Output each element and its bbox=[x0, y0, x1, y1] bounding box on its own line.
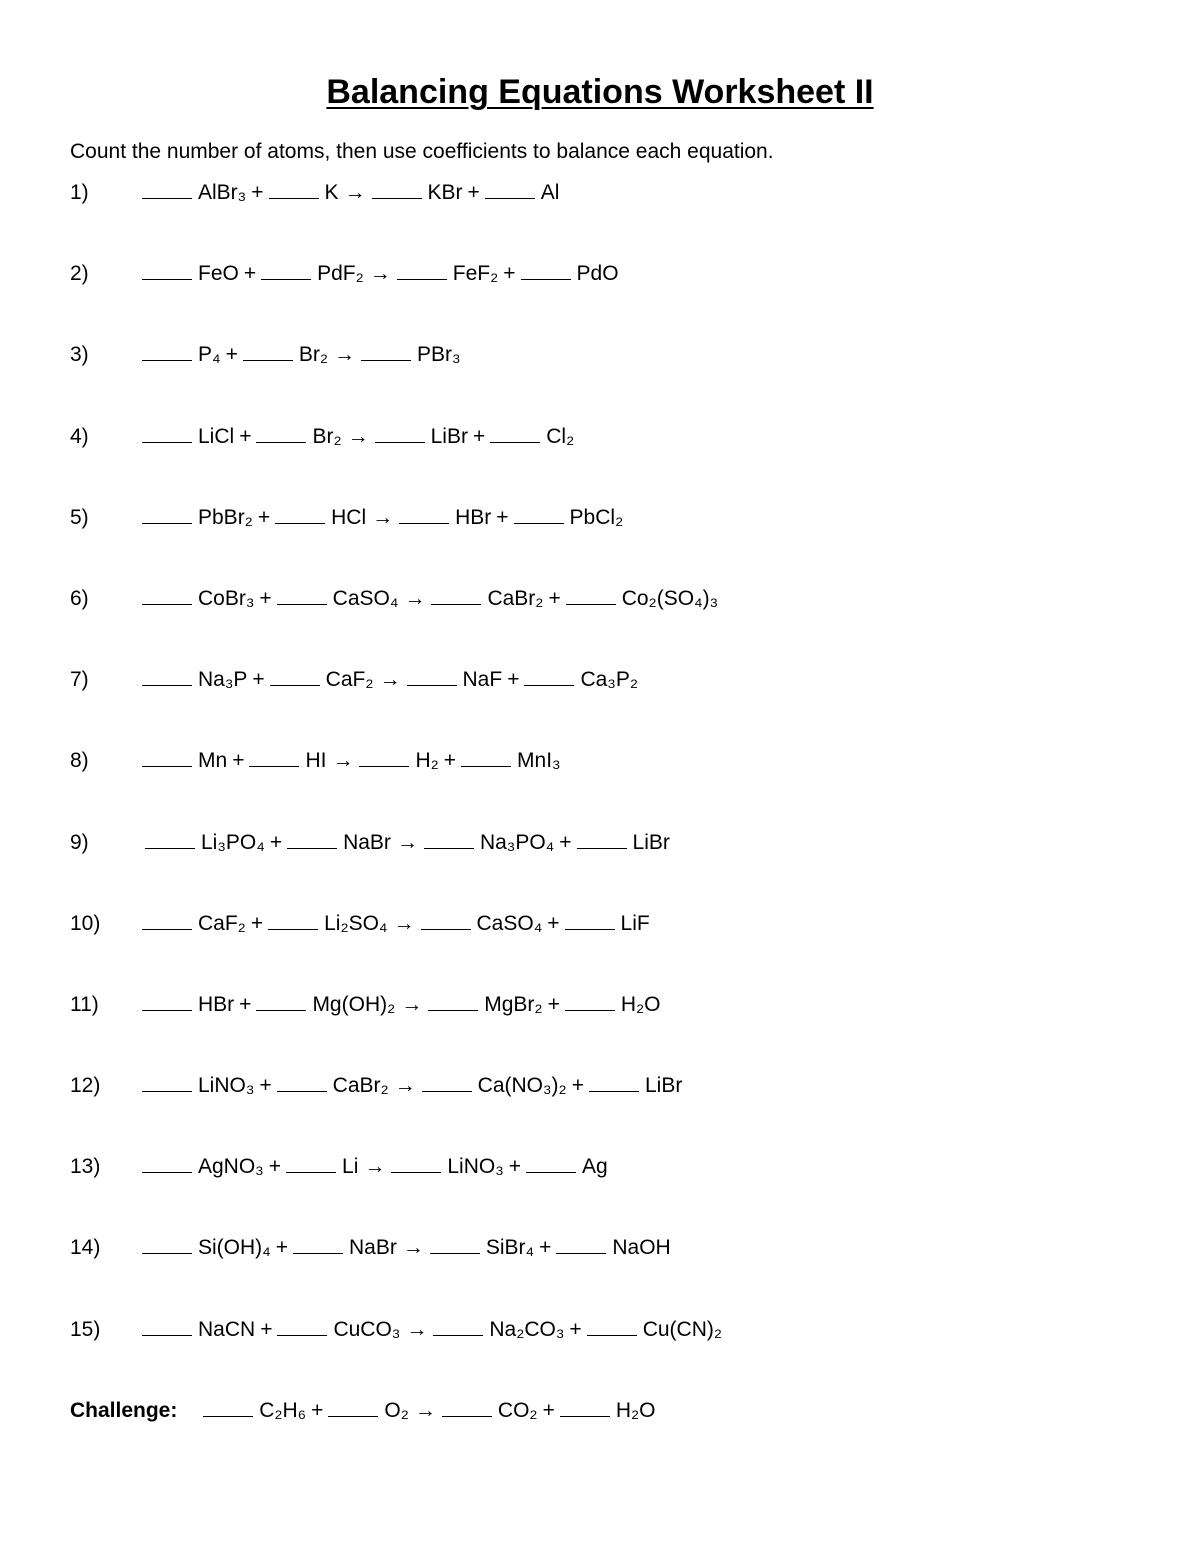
yield-arrow-icon: → bbox=[402, 1236, 424, 1260]
chemical-formula: NaF bbox=[462, 668, 503, 692]
chemical-formula: HCl bbox=[331, 505, 367, 529]
coefficient-blank[interactable] bbox=[142, 909, 192, 930]
coefficient-blank[interactable] bbox=[286, 1152, 336, 1173]
plus-sign: + bbox=[559, 830, 572, 854]
coefficient-blank[interactable] bbox=[430, 1233, 480, 1254]
chemical-formula: NaBr bbox=[349, 1236, 397, 1260]
plus-sign: + bbox=[503, 262, 516, 286]
coefficient-blank[interactable] bbox=[142, 1071, 192, 1092]
chemical-formula: Mg(OH)₂ bbox=[312, 992, 396, 1016]
coefficient-blank[interactable] bbox=[407, 665, 457, 686]
chemical-formula: CaSO₄ bbox=[476, 911, 543, 935]
chemical-formula: SiBr₄ bbox=[485, 1236, 535, 1260]
equation bbox=[142, 1152, 608, 1182]
coefficient-blank[interactable] bbox=[361, 340, 411, 361]
coefficient-blank[interactable] bbox=[431, 584, 481, 605]
coefficient-blank[interactable] bbox=[277, 1315, 327, 1336]
coefficient-blank[interactable] bbox=[142, 584, 192, 605]
chemical-formula: PdO bbox=[576, 262, 619, 286]
coefficient-blank[interactable] bbox=[565, 909, 615, 930]
chemical-formula: Cl₂ bbox=[546, 424, 575, 448]
plus-sign: + bbox=[569, 1317, 582, 1341]
chemical-formula: NaOH bbox=[612, 1236, 671, 1260]
problem-number: 7) bbox=[70, 668, 89, 692]
chemical-formula: NaBr bbox=[343, 830, 391, 854]
problem-number: 14) bbox=[70, 1236, 101, 1260]
coefficient-blank[interactable] bbox=[589, 1071, 639, 1092]
coefficient-blank[interactable] bbox=[142, 422, 192, 443]
coefficient-blank[interactable] bbox=[577, 828, 627, 849]
coefficient-blank[interactable] bbox=[142, 665, 192, 686]
plus-sign: + bbox=[259, 1074, 272, 1098]
chemical-formula: CuCO₃ bbox=[333, 1317, 401, 1341]
coefficient-blank[interactable] bbox=[142, 990, 192, 1011]
equation bbox=[142, 584, 718, 614]
yield-arrow-icon: → bbox=[344, 181, 366, 204]
coefficient-blank[interactable] bbox=[485, 178, 535, 199]
coefficient-blank[interactable] bbox=[256, 422, 306, 443]
chemical-formula: Ca₃P₂ bbox=[580, 668, 639, 692]
chemical-formula: LiBr bbox=[430, 424, 468, 448]
yield-arrow-icon: → bbox=[406, 1317, 428, 1341]
plus-sign: + bbox=[467, 181, 480, 204]
yield-arrow-icon: → bbox=[394, 1074, 416, 1098]
chemical-formula: HI bbox=[305, 749, 327, 773]
yield-arrow-icon: → bbox=[401, 992, 423, 1016]
chemical-formula: FeO bbox=[198, 262, 239, 286]
problem-number: 1) bbox=[70, 181, 89, 204]
coefficient-blank[interactable] bbox=[142, 503, 192, 524]
coefficient-blank[interactable] bbox=[277, 1071, 327, 1092]
plus-sign: + bbox=[548, 586, 561, 610]
chemical-formula: Cu(CN)₂ bbox=[642, 1317, 723, 1341]
chemical-formula: AgNO₃ bbox=[198, 1155, 264, 1179]
plus-sign: + bbox=[243, 262, 257, 286]
plus-sign: + bbox=[542, 1399, 555, 1422]
plus-sign: + bbox=[269, 830, 283, 854]
equation bbox=[142, 178, 559, 208]
plus-sign: + bbox=[260, 1317, 273, 1341]
problem-number: 11) bbox=[70, 992, 99, 1016]
coefficient-blank[interactable] bbox=[490, 422, 540, 443]
yield-arrow-icon: → bbox=[414, 1399, 436, 1422]
coefficient-blank[interactable] bbox=[256, 990, 306, 1011]
chemical-formula: PdF₂ bbox=[317, 262, 364, 286]
plus-sign: + bbox=[496, 505, 509, 529]
chemical-formula: HBr bbox=[455, 505, 492, 529]
yield-arrow-icon: → bbox=[404, 586, 426, 610]
problem-number: 2) bbox=[70, 262, 89, 286]
chemical-formula: H₂O bbox=[615, 1399, 656, 1422]
plus-sign: + bbox=[250, 911, 264, 935]
chemical-formula: CaF₂ bbox=[198, 911, 246, 935]
equation bbox=[142, 503, 623, 533]
chemical-formula: LiNO₃ bbox=[447, 1155, 504, 1179]
coefficient-blank[interactable] bbox=[142, 259, 192, 280]
coefficient-blank[interactable] bbox=[249, 746, 299, 767]
coefficient-blank[interactable] bbox=[428, 990, 478, 1011]
yield-arrow-icon: → bbox=[393, 911, 415, 935]
chemical-formula: Co₂(SO₄)₃ bbox=[621, 586, 719, 610]
plus-sign: + bbox=[259, 586, 272, 610]
coefficient-blank[interactable] bbox=[372, 178, 422, 199]
chemical-formula: CaSO₄ bbox=[332, 586, 399, 610]
coefficient-blank[interactable] bbox=[287, 828, 337, 849]
yield-arrow-icon: → bbox=[347, 424, 369, 448]
coefficient-blank[interactable] bbox=[521, 259, 571, 280]
plus-sign: + bbox=[472, 424, 486, 448]
chemical-formula: CaBr₂ bbox=[332, 1074, 389, 1098]
problem-number: 4) bbox=[70, 424, 89, 448]
plus-sign: + bbox=[252, 668, 265, 692]
chemical-formula: Na₃PO₄ bbox=[479, 830, 555, 854]
yield-arrow-icon: → bbox=[379, 668, 401, 692]
coefficient-blank[interactable] bbox=[277, 584, 327, 605]
coefficient-blank[interactable] bbox=[556, 1233, 606, 1254]
plus-sign: + bbox=[239, 424, 252, 448]
coefficient-blank[interactable] bbox=[261, 259, 311, 280]
problem-number: 12) bbox=[70, 1074, 101, 1098]
plus-sign: + bbox=[268, 1155, 282, 1179]
coefficient-blank[interactable] bbox=[145, 828, 195, 849]
equation bbox=[142, 746, 561, 776]
chemical-formula: MgBr₂ bbox=[484, 992, 543, 1016]
chemical-formula: Ag bbox=[582, 1155, 608, 1179]
equation bbox=[142, 259, 619, 289]
challenge-problem bbox=[70, 1396, 656, 1426]
chemical-formula: O₂ bbox=[384, 1399, 409, 1422]
plus-sign: + bbox=[508, 1155, 522, 1179]
plus-sign: + bbox=[232, 749, 245, 773]
coefficient-blank[interactable] bbox=[587, 1315, 637, 1336]
chemical-formula: MnI₃ bbox=[517, 749, 561, 773]
plus-sign: + bbox=[225, 343, 238, 367]
coefficient-blank[interactable] bbox=[433, 1315, 483, 1336]
chemical-formula: NaCN bbox=[198, 1317, 256, 1341]
problem-number: 13) bbox=[70, 1155, 101, 1179]
chemical-formula: LiNO₃ bbox=[198, 1074, 255, 1098]
coefficient-blank[interactable] bbox=[243, 340, 293, 361]
plus-sign: + bbox=[547, 911, 560, 935]
coefficient-blank[interactable] bbox=[270, 665, 320, 686]
plus-sign: + bbox=[547, 992, 560, 1016]
coefficient-blank[interactable] bbox=[422, 1071, 472, 1092]
chemical-formula: KBr bbox=[427, 181, 463, 204]
equation bbox=[142, 909, 650, 939]
coefficient-blank[interactable] bbox=[514, 503, 564, 524]
chemical-formula: HBr bbox=[198, 992, 235, 1016]
coefficient-blank[interactable] bbox=[399, 503, 449, 524]
equation bbox=[145, 828, 670, 858]
chemical-formula: H₂O bbox=[620, 992, 661, 1016]
coefficient-blank[interactable] bbox=[142, 746, 192, 767]
chemical-formula: C₂H₆ bbox=[259, 1399, 307, 1422]
coefficient-blank[interactable] bbox=[560, 1396, 610, 1417]
equation bbox=[142, 665, 638, 695]
problem-number: 6) bbox=[70, 586, 89, 610]
plus-sign: + bbox=[251, 181, 264, 204]
challenge-label: Challenge: bbox=[70, 1399, 178, 1422]
coefficient-blank[interactable] bbox=[424, 828, 474, 849]
plus-sign: + bbox=[275, 1236, 288, 1260]
chemical-formula: CoBr₃ bbox=[198, 586, 255, 610]
coefficient-blank[interactable] bbox=[391, 1152, 441, 1173]
plus-sign: + bbox=[311, 1399, 324, 1422]
equation bbox=[142, 340, 461, 370]
chemical-formula: Li bbox=[342, 1155, 359, 1179]
equation bbox=[142, 1233, 671, 1263]
coefficient-blank[interactable] bbox=[526, 1152, 576, 1173]
chemical-formula: LiCl bbox=[198, 424, 235, 448]
problem-number: 9) bbox=[70, 830, 89, 854]
coefficient-blank[interactable] bbox=[328, 1396, 378, 1417]
equation bbox=[142, 1315, 722, 1345]
chemical-formula: CO₂ bbox=[497, 1399, 538, 1422]
coefficient-blank[interactable] bbox=[421, 909, 471, 930]
coefficient-blank[interactable] bbox=[268, 909, 318, 930]
coefficient-blank[interactable] bbox=[524, 665, 574, 686]
equation bbox=[142, 990, 661, 1020]
coefficient-blank[interactable] bbox=[142, 1315, 192, 1336]
yield-arrow-icon: → bbox=[334, 343, 356, 367]
chemical-formula: CaF₂ bbox=[325, 668, 374, 692]
chemical-formula: Li₃PO₄ bbox=[201, 830, 265, 854]
chemical-formula: Mn bbox=[198, 749, 228, 773]
chemical-formula: Li₂SO₄ bbox=[324, 911, 388, 935]
chemical-formula: CaBr₂ bbox=[487, 586, 544, 610]
equation bbox=[142, 422, 574, 452]
plus-sign: + bbox=[539, 1236, 552, 1260]
chemical-formula: K bbox=[324, 181, 339, 204]
coefficient-blank[interactable] bbox=[203, 1396, 253, 1417]
problem-number: 10) bbox=[70, 911, 101, 935]
yield-arrow-icon: → bbox=[396, 830, 418, 854]
chemical-formula: Al bbox=[540, 181, 560, 204]
coefficient-blank[interactable] bbox=[442, 1396, 492, 1417]
chemical-formula: Ca(NO₃)₂ bbox=[477, 1074, 567, 1098]
coefficient-blank[interactable] bbox=[275, 503, 325, 524]
coefficient-blank[interactable] bbox=[142, 178, 192, 199]
chemical-formula: FeF₂ bbox=[452, 262, 499, 286]
chemical-formula: Br₂ bbox=[298, 343, 329, 367]
coefficient-blank[interactable] bbox=[293, 1233, 343, 1254]
yield-arrow-icon: → bbox=[332, 749, 354, 773]
coefficient-blank[interactable] bbox=[142, 1152, 192, 1173]
coefficient-blank[interactable] bbox=[142, 340, 192, 361]
challenge-equation bbox=[203, 1399, 655, 1422]
plus-sign: + bbox=[443, 749, 457, 773]
chemical-formula: PbBr₂ bbox=[198, 505, 253, 529]
problem-number: 5) bbox=[70, 505, 89, 529]
worksheet-title: Balancing Equations Worksheet II bbox=[326, 73, 874, 111]
chemical-formula: LiF bbox=[620, 911, 650, 935]
plus-sign: + bbox=[571, 1074, 584, 1098]
chemical-formula: Na₂CO₃ bbox=[489, 1317, 565, 1341]
yield-arrow-icon: → bbox=[369, 262, 391, 286]
problem-number: 8) bbox=[70, 749, 89, 773]
coefficient-blank[interactable] bbox=[375, 422, 425, 443]
plus-sign: + bbox=[507, 668, 520, 692]
chemical-formula: Si(OH)₄ bbox=[198, 1236, 271, 1260]
chemical-formula: P₄ bbox=[198, 343, 221, 367]
plus-sign: + bbox=[257, 505, 271, 529]
coefficient-blank[interactable] bbox=[566, 584, 616, 605]
chemical-formula: PbCl₂ bbox=[569, 505, 624, 529]
equation bbox=[142, 1071, 682, 1101]
chemical-formula: PBr₃ bbox=[417, 343, 461, 367]
chemical-formula: Br₂ bbox=[312, 424, 342, 448]
yield-arrow-icon: → bbox=[372, 505, 394, 529]
chemical-formula: H₂ bbox=[415, 749, 439, 773]
coefficient-blank[interactable] bbox=[565, 990, 615, 1011]
coefficient-blank[interactable] bbox=[461, 746, 511, 767]
problem-number: 15) bbox=[70, 1317, 101, 1341]
coefficient-blank[interactable] bbox=[397, 259, 447, 280]
chemical-formula: Na₃P bbox=[198, 668, 248, 692]
plus-sign: + bbox=[239, 992, 252, 1016]
chemical-formula: LiBr bbox=[644, 1074, 683, 1098]
yield-arrow-icon: → bbox=[364, 1155, 386, 1179]
problem-number: 3) bbox=[70, 343, 89, 367]
chemical-formula: LiBr bbox=[632, 830, 670, 854]
instructions-text: Count the number of atoms, then use coefficients to balance each equation. bbox=[70, 140, 774, 163]
coefficient-blank[interactable] bbox=[359, 746, 409, 767]
coefficient-blank[interactable] bbox=[142, 1233, 192, 1254]
coefficient-blank[interactable] bbox=[269, 178, 319, 199]
chemical-formula: AlBr₃ bbox=[198, 181, 247, 204]
